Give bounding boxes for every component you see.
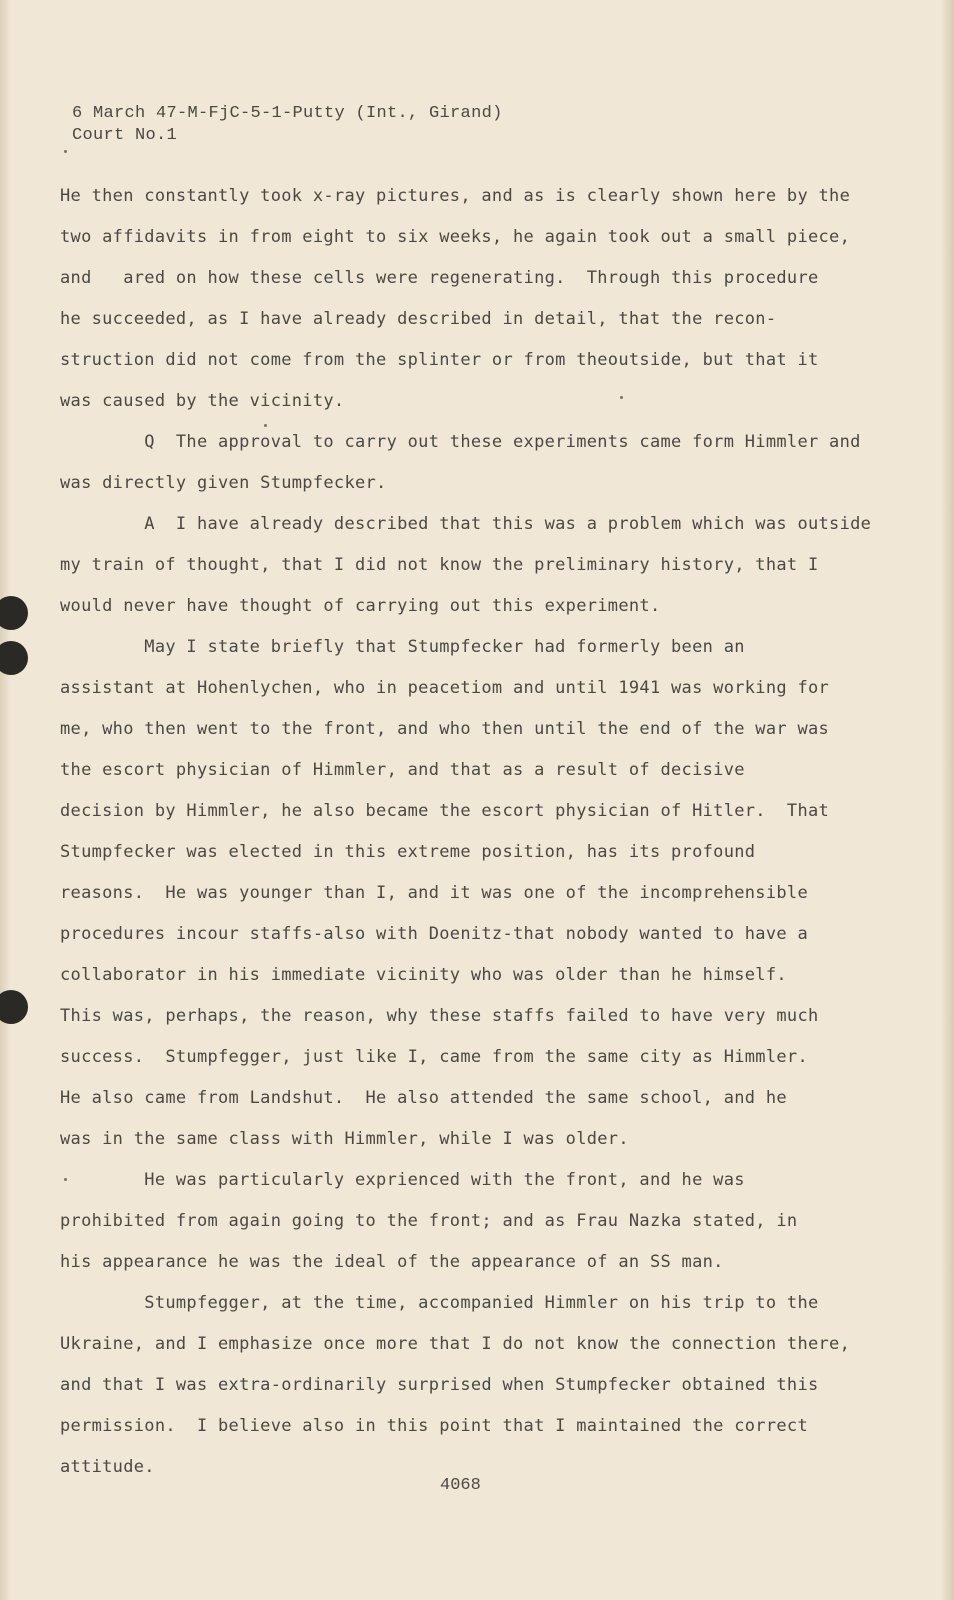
body-line: permission. I believe also in this point that I maintained the correct (60, 1416, 808, 1436)
body-line: attitude. (60, 1457, 155, 1477)
body-line: would never have thought of carrying out this experiment. (60, 596, 661, 616)
body-line: was in the same class with Himmler, while I was older. (60, 1129, 629, 1149)
body-line: was caused by the vicinity. (60, 391, 345, 411)
body-line: and ared on how these cells were regenerating. Through this procedure (60, 268, 819, 288)
body-line: Ukraine, and I emphasize once more that I do not know the connection there, (60, 1334, 851, 1354)
header-line-2: Court No.1 (72, 126, 178, 145)
body-line: two affidavits in from eight to six weeks, he again took out a small piece, (60, 227, 851, 247)
body-line: my train of thought, that I did not know the preliminary history, that I (60, 555, 819, 575)
body-line: He was particularly exprienced with the front, and he was (60, 1170, 745, 1190)
binder-hole (0, 990, 28, 1024)
body-line: A I have already described that this was a problem which was outside (60, 514, 872, 534)
body-line: May I state briefly that Stumpfecker had formerly been an (60, 637, 745, 657)
body-line: was directly given Stumpfecker. (60, 473, 387, 493)
page-right-edge (942, 0, 954, 1600)
binder-hole (0, 641, 28, 675)
header-line-1: 6 March 47-M-FjC-5-1-Putty (Int., Girand) (72, 104, 503, 123)
body-line: me, who then went to the front, and who then until the end of the war was (60, 719, 830, 739)
body-line: collaborator in his immediate vicinity who was older than he himself. (60, 965, 787, 985)
body-line: Q The approval to carry out these experiments came form Himmler and (60, 432, 861, 452)
paper-speck (64, 150, 67, 153)
body-line: He also came from Landshut. He also attended the same school, and he (60, 1088, 787, 1108)
body-line: Stumpfegger, at the time, accompanied Himmler on his trip to the (60, 1293, 819, 1313)
body-line: reasons. He was younger than I, and it was one of the incomprehensible (60, 883, 808, 903)
binder-hole (0, 596, 28, 630)
body-line: and that I was extra-ordinarily surprised when Stumpfecker obtained this (60, 1375, 819, 1395)
paper-speck (620, 396, 623, 399)
paper-speck (264, 424, 267, 427)
body-line: his appearance he was the ideal of the appearance of an SS man. (60, 1252, 724, 1272)
page-number: 4068 (440, 1476, 481, 1495)
body-line: He then constantly took x-ray pictures, and as is clearly shown here by the (60, 186, 851, 206)
page-left-edge (0, 0, 10, 1600)
body-line: prohibited from again going to the front; and as Frau Nazka stated, in (60, 1211, 798, 1231)
body-line: struction did not come from the splinter or from theoutside, but that it (60, 350, 819, 370)
body-line: This was, perhaps, the reason, why these staffs failed to have very much (60, 1006, 819, 1026)
body-line: decision by Himmler, he also became the escort physician of Hitler. That (60, 801, 830, 821)
body-line: assistant at Hohenlychen, who in peacetiom and until 1941 was working for (60, 678, 830, 698)
body-line: procedures incour staffs-also with Doenitz-that nobody wanted to have a (60, 924, 808, 944)
body-line: he succeeded, as I have already described in detail, that the recon- (60, 309, 777, 329)
body-line: the escort physician of Himmler, and that as a result of decisive (60, 760, 745, 780)
body-line: Stumpfecker was elected in this extreme position, has its profound (60, 842, 756, 862)
body-line: success. Stumpfegger, just like I, came from the same city as Himmler. (60, 1047, 808, 1067)
